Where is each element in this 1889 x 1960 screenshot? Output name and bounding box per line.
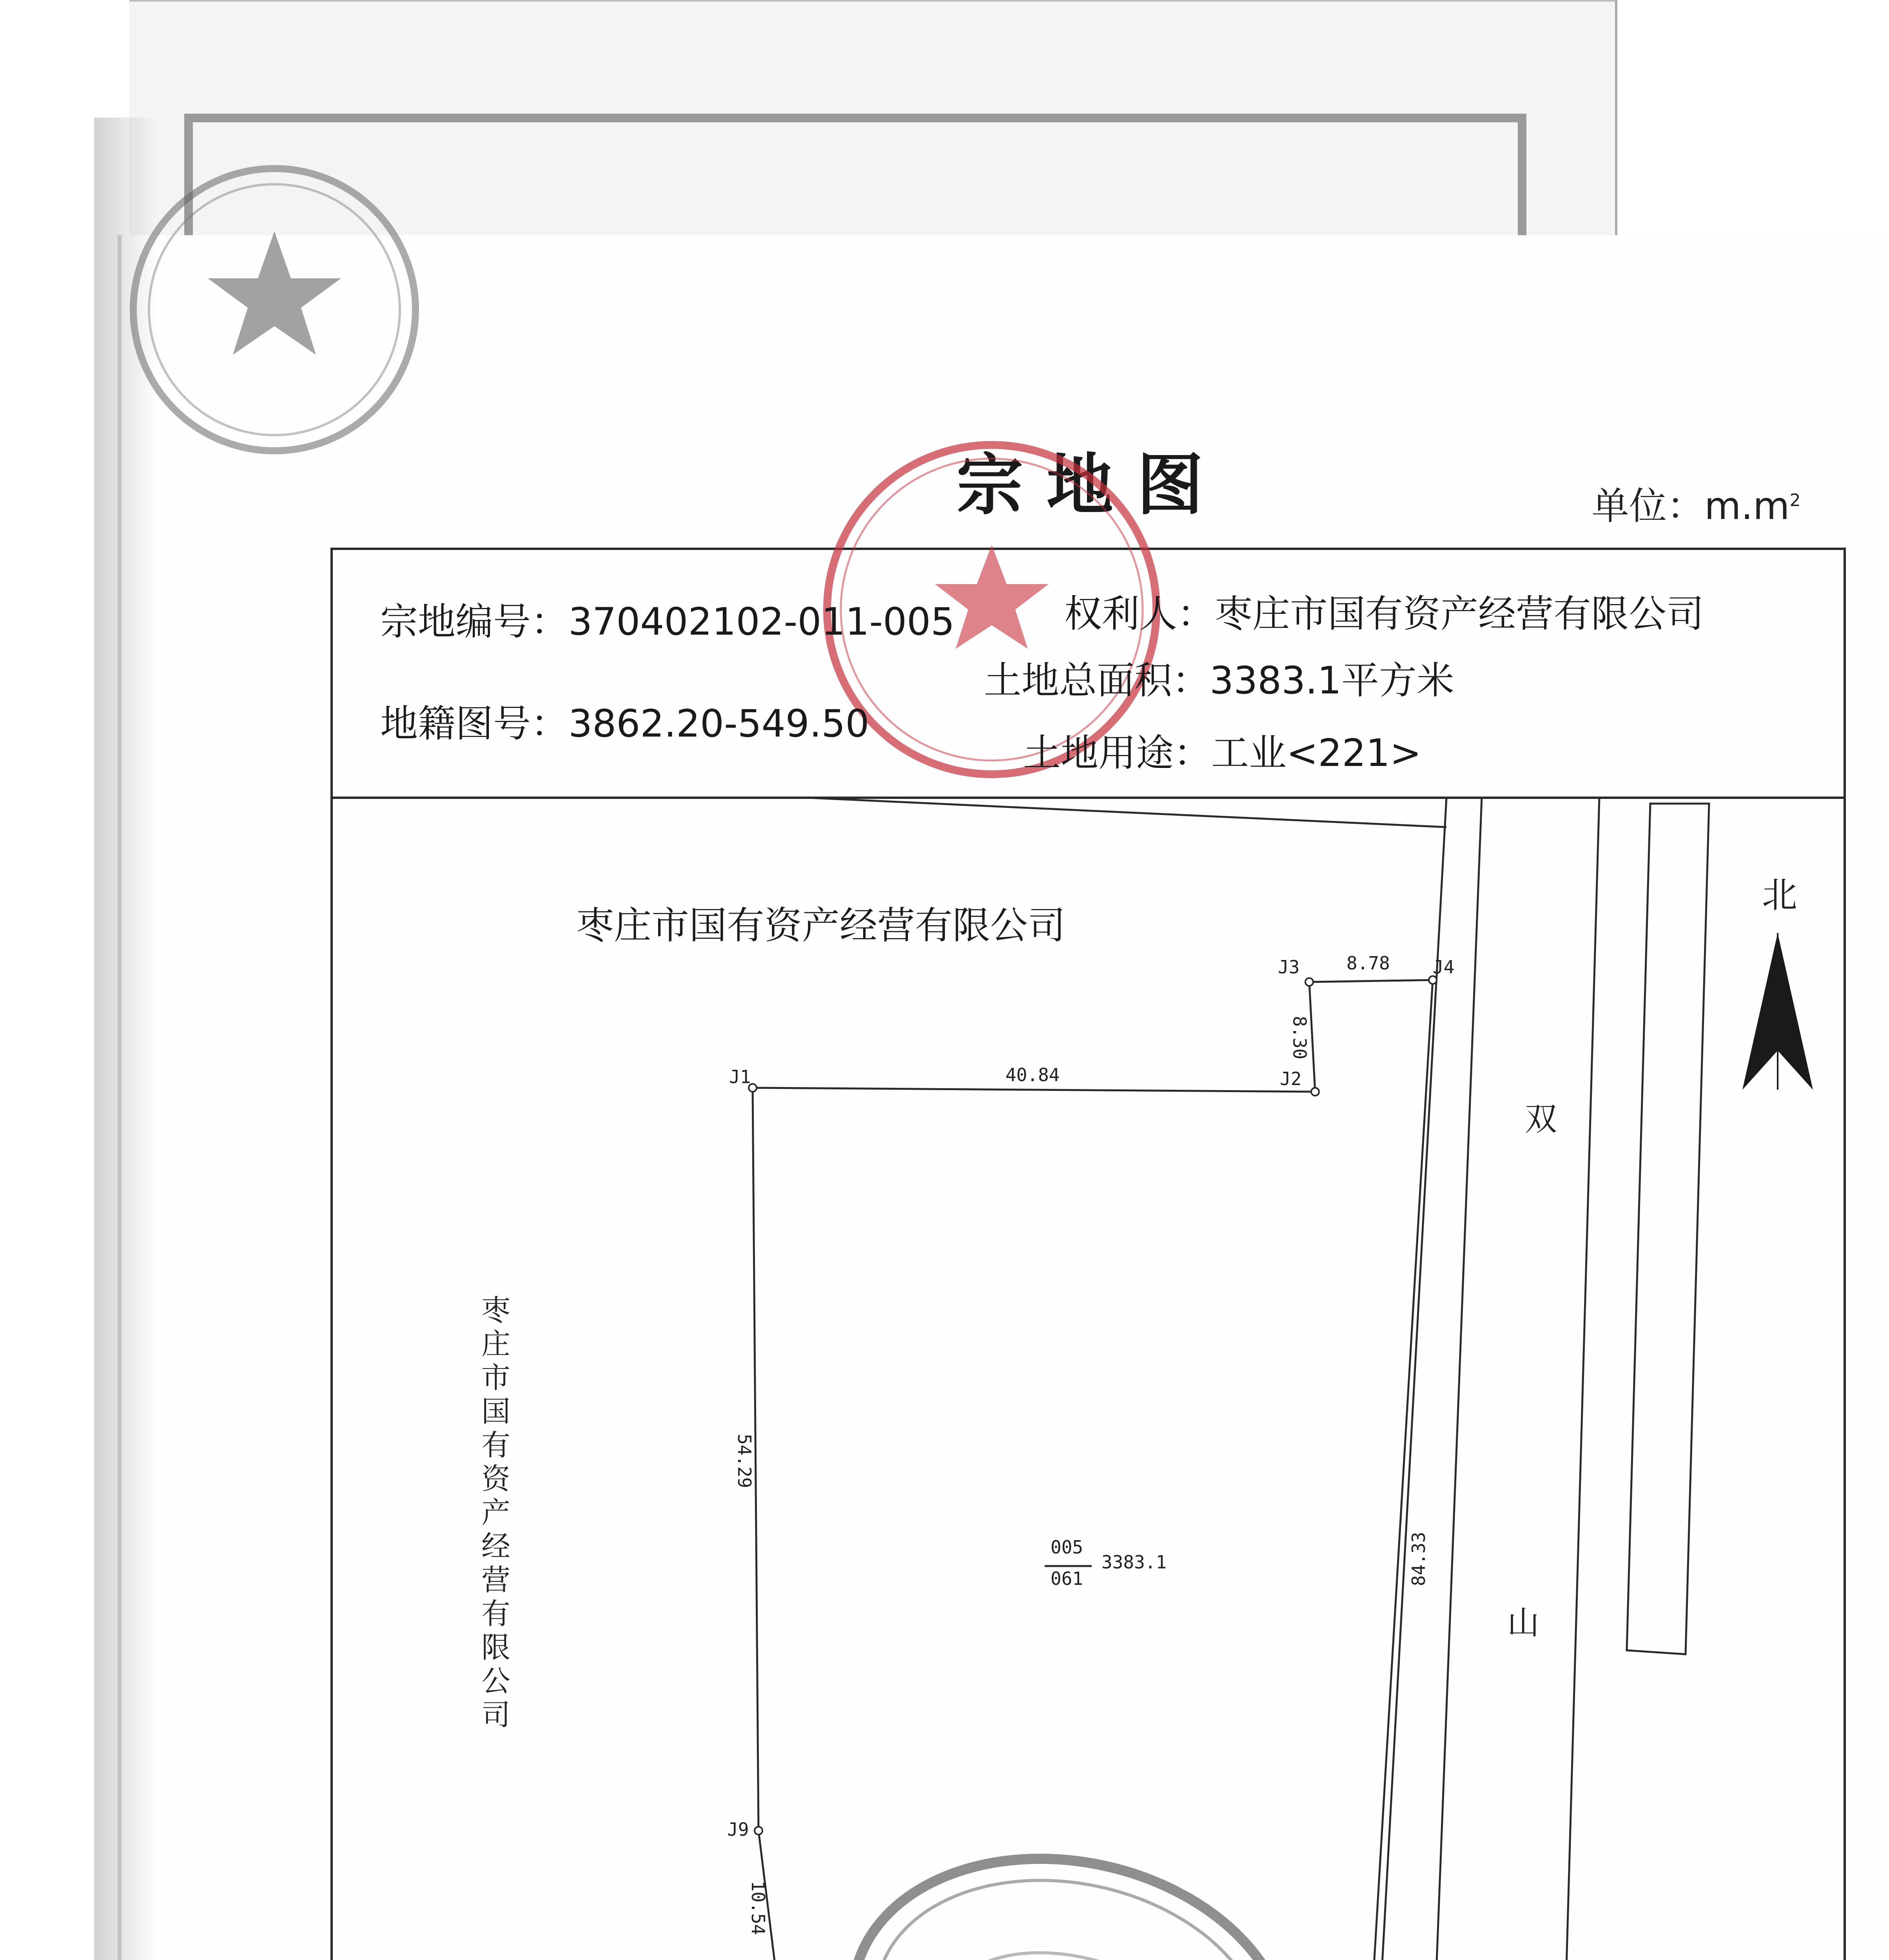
top-boundary-line xyxy=(807,798,1446,827)
point-j9-marker xyxy=(755,1827,762,1835)
edge-length-j4-j5: 84.33 xyxy=(1408,1532,1430,1586)
unit-label: 单位：$m.m^2$ xyxy=(1591,484,1801,528)
road-edge-east xyxy=(1552,798,1599,1960)
page-title: 宗地图 xyxy=(956,446,1227,524)
edge-length-j9-j1: 54.29 xyxy=(734,1434,755,1488)
neighbor-north-label: 枣庄市国有资产经营有限公司 xyxy=(576,904,1065,947)
parcel-code-top: 005 xyxy=(1051,1537,1083,1558)
cadastral-map-number: 地籍图号：3862.20-549.50 xyxy=(380,702,869,746)
parcel-boundary xyxy=(753,980,1433,1960)
point-label-j2: J2 xyxy=(1280,1068,1302,1089)
north-label: 北 xyxy=(1762,875,1797,916)
neighbor-west-label: 枣庄市国有资产经营有限公司 xyxy=(481,1294,510,1732)
total-land-area: 土地总面积：3383.1平方米 xyxy=(984,659,1454,702)
parcel-code-bottom: 061 xyxy=(1051,1568,1083,1589)
gray-oval-seal xyxy=(839,1842,1301,1960)
road-char-2: 山 xyxy=(1507,1604,1540,1642)
edge-length-j1-j2: 40.84 xyxy=(1005,1064,1060,1085)
edge-length-j2-j3: 8.30 xyxy=(1289,1016,1310,1060)
point-label-j1: J1 xyxy=(729,1066,751,1087)
point-label-j4: J4 xyxy=(1433,956,1455,978)
edge-length-j3-j4: 8.78 xyxy=(1346,953,1390,974)
point-j3-marker xyxy=(1305,978,1313,986)
point-label-j3: J3 xyxy=(1278,956,1300,978)
land-use: 土地用途：工业<221> xyxy=(1023,731,1422,775)
rights-holder: 权利人：枣庄市国有资产经营有限公司 xyxy=(1064,592,1704,636)
edge-length-j8-j9: 10.54 xyxy=(748,1880,769,1935)
point-j2-marker xyxy=(1311,1088,1319,1096)
road-char-1: 双 xyxy=(1525,1101,1557,1138)
parcel-number: 宗地编号：370402102-011-005 xyxy=(380,600,955,644)
point-label-j9: J9 xyxy=(727,1819,749,1840)
parcel-area-label: 3383.1 xyxy=(1101,1552,1167,1573)
east-strip xyxy=(1627,804,1709,1654)
